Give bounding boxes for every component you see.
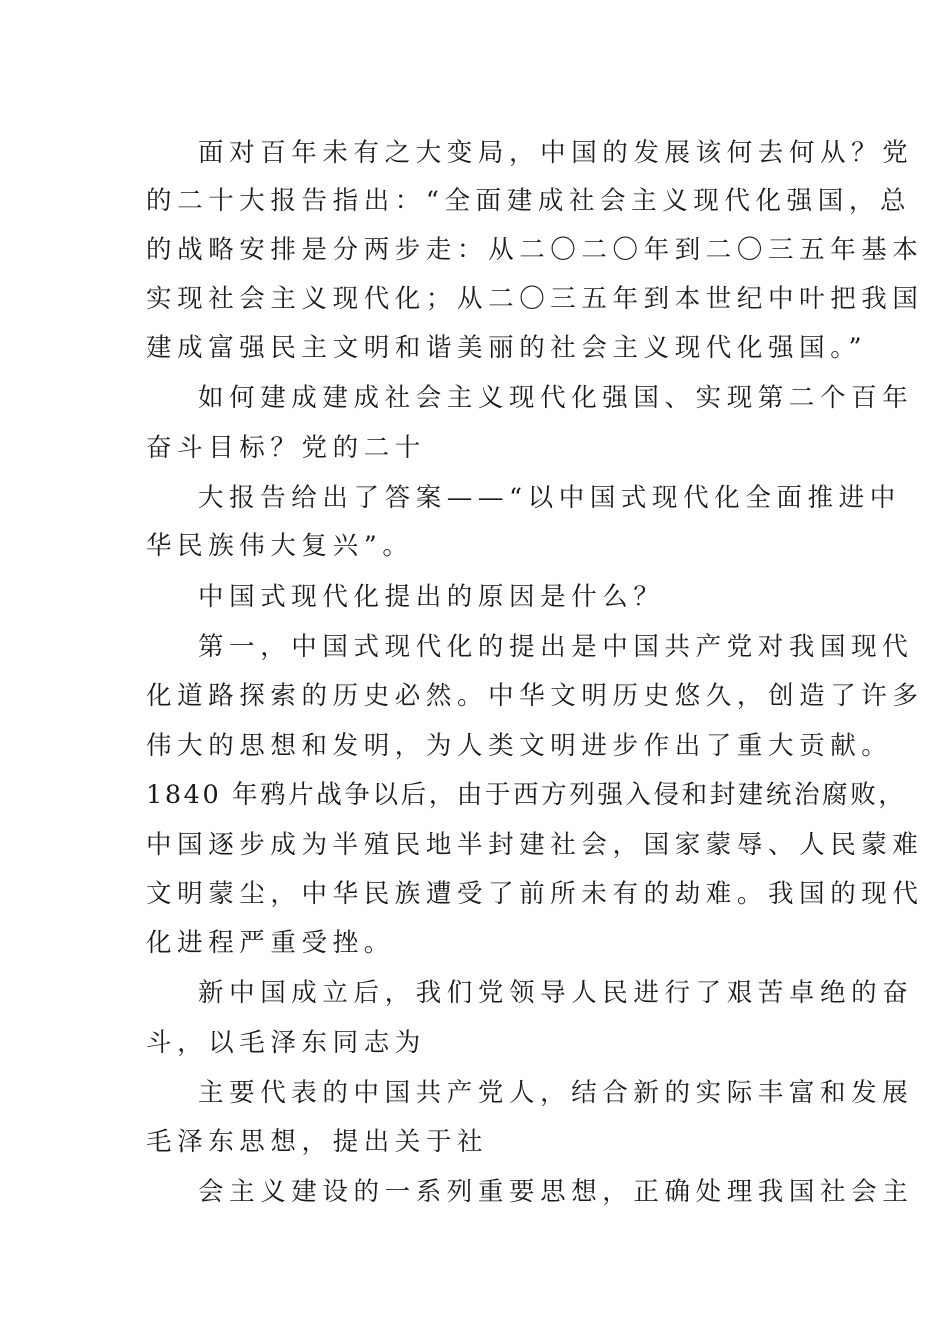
text-line: 华民族伟大复兴”。 xyxy=(146,531,414,561)
text-line: 中国逐步成为半殖民地半封建社会，国家蒙辱、人民蒙难 xyxy=(146,830,924,860)
text-line: 斗，以毛泽东同志为 xyxy=(146,1028,426,1058)
text-line: 面对百年未有之大变局，中国的发展该何去何从？党 xyxy=(198,138,914,168)
text-line: 建成富强民主文明和谐美丽的社会主义现代化强国。” xyxy=(146,333,868,363)
text-line: 化进程严重受挫。 xyxy=(146,928,395,958)
text-line: 的战略安排是分两步走：从二〇二〇年到二〇三五年基本 xyxy=(146,235,924,265)
text-line: 1840 年鸦片战争以后，由于西方列强入侵和封建统治腐败， xyxy=(146,780,907,810)
text-line: 新中国成立后，我们党领导人民进行了艰苦卓绝的奋 xyxy=(198,978,914,1008)
text-line: 文明蒙尘，中华民族遭受了前所未有的劫难。我国的现代 xyxy=(146,879,924,909)
text-line: 如何建成建成社会主义现代化强国、实现第二个百年 xyxy=(198,383,914,413)
text-line: 实现社会主义现代化；从二〇三五年到本世纪中叶把我国 xyxy=(146,284,924,314)
text-line: 会主义建设的一系列重要思想，正确处理我国社会主 xyxy=(198,1177,914,1207)
text-line: 第一，中国式现代化的提出是中国共产党对我国现代 xyxy=(198,632,914,662)
text-line: 化道路探索的历史必然。中华文明历史悠久，创造了许多 xyxy=(146,681,924,711)
text-line: 大报告给出了答案——“以中国式现代化全面推进中 xyxy=(198,483,901,513)
text-line: 伟大的思想和发明，为人类文明进步作出了重大贡献。 xyxy=(146,731,893,761)
text-line: 的二十大报告指出：“全面建成社会主义现代化强国，总 xyxy=(146,186,912,216)
text-line: 中国式现代化提出的原因是什么？ xyxy=(198,582,665,612)
text-line: 奋斗目标？党的二十 xyxy=(146,433,426,463)
text-line: 主要代表的中国共产党人，结合新的实际丰富和发展 xyxy=(198,1078,914,1108)
text-line: 毛泽东思想，提出关于社 xyxy=(146,1127,489,1157)
